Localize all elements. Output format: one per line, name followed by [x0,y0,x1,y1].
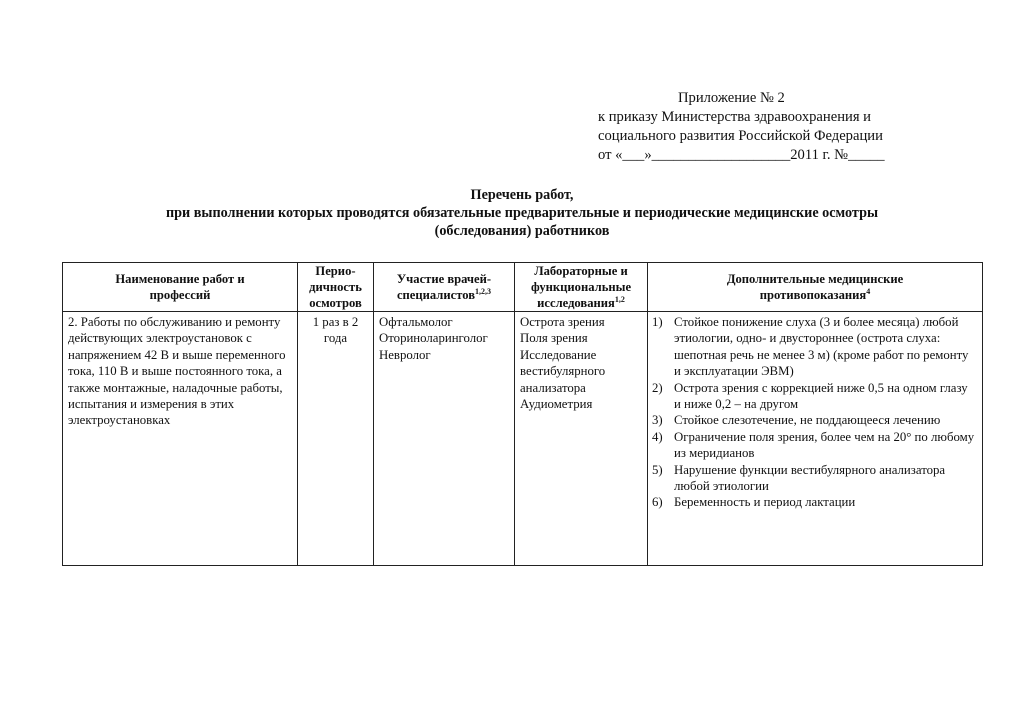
col-header-doctors: Участие врачей- специалистов$^{1,2,3}$ [374,263,515,312]
doctor-item: Невролог [379,347,431,362]
col-header-lab: Лабораторные и функциональные исследования$^{1,2}$ [515,263,648,312]
contraindication-item: 6) Беременность и период лактации [652,495,856,510]
footnote-ref: 4 [866,287,871,296]
ministry-line: социального развития Российской Федерации [598,128,883,144]
order-reference-line: к приказу Министерства здравоохранения и [598,109,871,125]
title-line-2: при выполнении которых проводятся обязательные предварительные и периодические медицинские осмотры [165,205,879,221]
cell-period: 1 раз в 2 года [298,312,374,566]
table-row [63,312,983,566]
cell-contraindications [648,312,983,566]
order-header [598,89,978,165]
order-date-line: от «___»___________________2011 г. №_____ [598,147,885,163]
doctor-item: Оториноларинголог [379,331,488,346]
cell-lab [515,312,648,566]
col-header-contraindications: Дополнительные медицинские противопоказания$^4$ [648,263,983,312]
title-line-1: Перечень работ, [470,187,574,203]
contraindication-item: 4) Ограничение поля зрения, более чем на 20° по любому из меридианов [652,429,975,461]
title-line-3: (обследования) работников [434,223,610,239]
col-header-period: Перио- дичность осмотров [298,263,374,312]
col-header-name: Наименование работ и профессий [63,263,298,312]
lab-item: Исследование вестибулярного анализатора [520,347,606,395]
contraindication-item: 3) Стойкое слезотечение, не поддающееся лечению [652,413,941,428]
footnote-ref: 1,2 [614,295,625,304]
appendix-number: Приложение № 2 [678,90,785,106]
lab-item: Острота зрения [520,315,605,329]
contraindication-item: 2) Острота зрения с коррекцией ниже 0,5 на одном глазу и ниже 0,2 – на другом [652,380,968,412]
table-header-row [63,263,983,312]
cell-work-name: 2. Работы по обслуживанию и ремонту действующих электроустановок с напряжением 42 В и выше переменного тока, 110 В и выше постоянного тока, а также монтажные, наладочные работы, испытания и измерения в этих электроустановках [63,312,298,566]
contraindication-item: 5) Нарушение функции вестибулярного анализатора любой этиологии [652,462,946,494]
lab-item: Поля зрения [520,331,588,346]
works-table [62,262,983,566]
cell-doctors [374,312,515,566]
document-title [62,186,982,240]
doctor-item: Офтальмолог [379,315,453,329]
footnote-ref: 1,2,3 [475,287,492,296]
contraindication-item: 1) Стойкое понижение слуха (3 и более месяца) любой этиологии, одно- и двустороннее (острота слуха: шепотная речь не менее 3 м) (кроме работ по ремонту и эксплуатации ЭВМ) [652,315,969,379]
lab-item: Аудиометрия [520,397,593,412]
